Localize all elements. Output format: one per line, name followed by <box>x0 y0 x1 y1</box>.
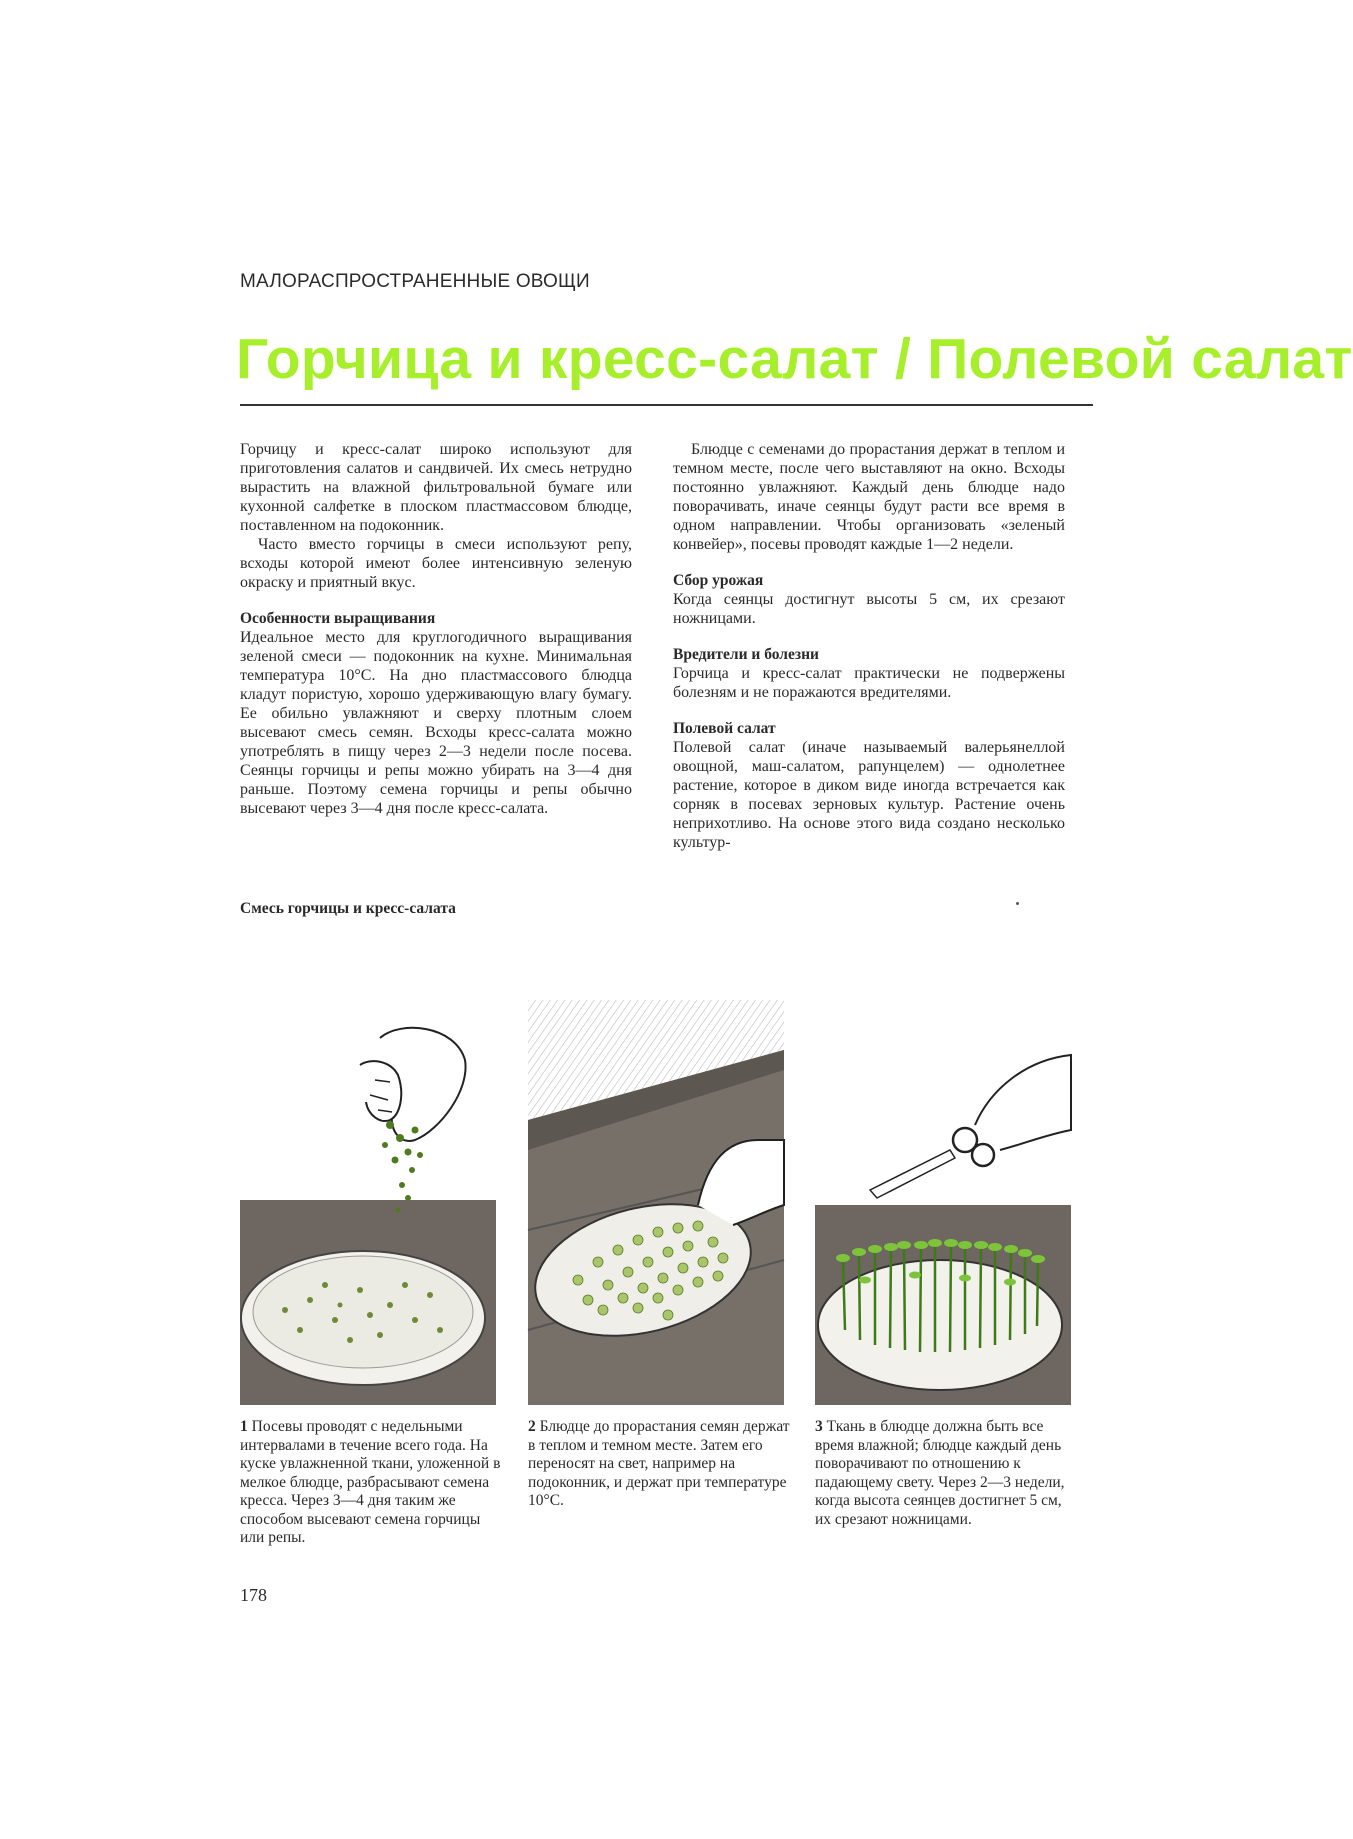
caption-2-text: Блюдце до прорастания семян держат в теплом и темном месте. Затем его переносят на свет, например на подоконник, и держат при температуре 10°C. <box>528 1418 790 1509</box>
title-container <box>236 318 1353 400</box>
intro-paragraph-1: Горчицу и кресс-салат широко используют для приготовления салатов и сандвичей. Их смесь нетрудно вырастить на влажной фильтровальной бумаге или кухонной салфетке в плоском пластмассовом блюдце, поставленном на подоконник. <box>240 441 632 534</box>
growing-heading: Особенности выращивания <box>240 610 436 627</box>
caption-1-number: 1 <box>240 1418 248 1435</box>
section-label: МАЛОРАСПРОСТРАНЕННЫЕ ОВОЩИ <box>240 271 590 292</box>
caption-2-number: 2 <box>528 1418 536 1435</box>
title-divider <box>240 404 1093 406</box>
stray-mark <box>1016 902 1019 905</box>
pests-text: Горчица и кресс-салат практически не подвержены болезням и не поражаются вредителями. <box>673 665 1065 701</box>
illustration-sowing <box>240 1020 496 1405</box>
right-intro-paragraph: Блюдце с семенами до прорастания держат в теплом и темном месте, после чего выставляют на окно. Всходы постоянно увлажняют. Каждый день блюдце надо поворачивать, иначе сеянцы будут расти все время в одном направлении. Чтобы организовать «зеленый конвейер», посевы проводят каждые 1—2 недели. <box>673 441 1065 553</box>
figure-heading: Смесь горчицы и кресс-салата <box>240 900 456 917</box>
caption-1 <box>240 1418 505 1548</box>
field-salad-text: Полевой салат (иначе называемый валерьянеллой овощной, маш-салатом, рапунцелем) — однолетнее растение, которое в диком виде иногда встречается как сорняк в посевах зерновых культур. Растение очень неприхотливо. На основе этого вида создано несколько культур- <box>673 739 1065 851</box>
caption-1-text: Посевы проводят с недельными интервалами в течение всего года. На куске увлажненной ткани, уложенной в мелкое блюдце, разбрасывают семена кресса. Через 3—4 дня таким же способом высевают семена горчицы или репы. <box>240 1418 501 1546</box>
intro-paragraph-2: Часто вместо горчицы в смеси используют репу, всходы которой имеют более интенсивную зеленую окраску и приятный вкус. <box>240 536 632 591</box>
growing-text: Идеальное место для круглогодичного выращивания зеленой смеси — подоконник на кухне. Минимальная температура 10°C. На дно пластмассового блюдца кладут пористую, хорошо удерживающую влагу бумагу. Ее обильно увлажняют и сверху плотным слоем высевают смесь семян. Всходы кресс-салата можно употреблять в пищу через 2—3 недели после посева. Сеянцы горчицы и репы можно убирать на 3—4 дня раньше. Поэтому семена горчицы и репы обычно высевают через 3—4 дня после кресс-салата. <box>240 629 632 817</box>
page-title: Горчица и кресс-салат / Полевой салат <box>236 327 1353 391</box>
caption-3 <box>815 1418 1080 1529</box>
harvest-text: Когда сеянцы достигнут высоты 5 см, их срезают ножницами. <box>673 591 1065 627</box>
right-column <box>673 440 1065 852</box>
scissors-blade <box>870 1150 955 1198</box>
illustration-windowsill <box>528 1000 784 1405</box>
field-salad-heading: Полевой салат <box>673 720 776 737</box>
pests-heading: Вредители и болезни <box>673 646 819 663</box>
illustration-cutting <box>815 1030 1071 1405</box>
cutting-hand <box>975 1055 1071 1150</box>
caption-3-number: 3 <box>815 1418 823 1435</box>
page-number: 178 <box>240 1585 267 1605</box>
caption-2 <box>528 1418 793 1511</box>
caption-3-text: Ткань в блюдце должна быть все время влажной; блюдце каждый день поворачивают по отношению к падающему свету. Через 2—3 недели, когда высота сеянцев достигнет 5 см, их срезают ножницами. <box>815 1418 1065 1528</box>
harvest-heading: Сбор урожая <box>673 572 764 589</box>
left-column <box>240 440 632 818</box>
